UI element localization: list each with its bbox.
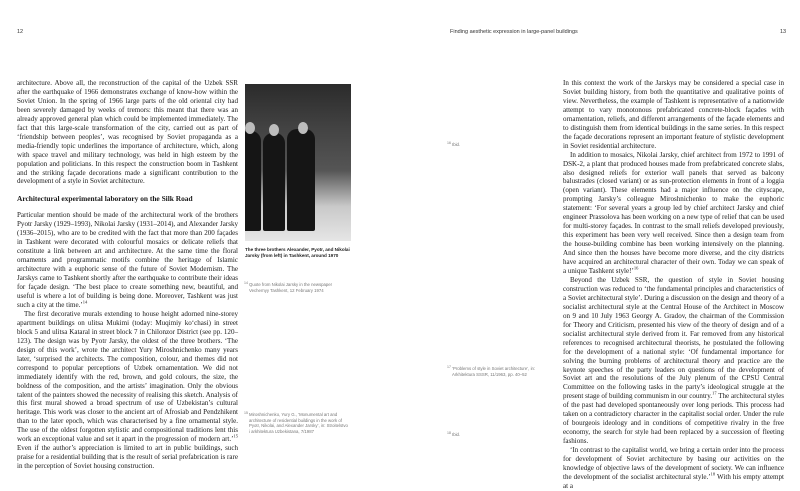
left-page-body xyxy=(17,79,238,471)
right-page-body xyxy=(563,79,784,491)
paragraph: Beyond the Uzbek SSR, the question of style in Soviet housing construction was reduced to ‘the fundamental principles and characteristics of a Soviet architectural style’. During a discussion on the design and theory of a socialist architectural style at the Central House of the Architect in Moscow on 9 and 10 July 1963 Georgy A. Gradov, the chairman of the Commission for Theory and Criticism, presented his view of the theory of design and of a socialist architectural style derived from it. Far removed from any historical references to recognised architectural theorists, he postulated the following for the development of a national style: ‘Of fundamental importance for solving the burning problems of architectural theory and practice are the keynote speeches of the party leaders on questions of the development of Soviet art and the resolutions of the July plenum of the CPSU Central Committee on the following tasks in the party’s ideological struggle at the present stage of building communism in our country.$^{17}$ The architectural styles of the past had developed spontaneously over long periods. This process had taken on a contradictory character in the capitalist social order. Under the rule of bourgeois ideology and in conditions of competitive rivalry in the free economy, the search for style had been replaced by a succession of fleeting fashions. xyxy=(563,275,784,446)
paragraph: In this context the work of the Jarskys may be considered a special case in Soviet building history, from both the quantitative and qualitative points of view. Nevertheless, the example of Tashkent is representative of a nationwide attempt to vary monotonous prefabricated concrete-block façades with ornamentation, reliefs, and different arrangements of the façade elements and to distinguish them from identical buildings in the same series. In this respect the façade decorations represent an important feature of stylistic development in Soviet residential architecture. xyxy=(563,79,784,150)
footnote-ref: 14 xyxy=(82,299,88,305)
footnote-ref: 15 xyxy=(233,433,238,439)
photo-caption: The three brothers Alexander, Pyotr, and Nikolai Jarsky (from left) in Tashkent, around 1970 xyxy=(245,247,350,258)
left-page-number: 12 xyxy=(17,29,24,35)
right-page-number: 13 xyxy=(780,29,787,35)
footnote-ref: 18 xyxy=(710,471,716,477)
paragraph: In addition to mosaics, Nikolai Jarsky, chief architect from 1972 to 1991 of DSK-2, a plant that produced houses made from prefabricated concrete slabs, also designed reliefs for exterior wall panels that served as balcony balustrades (closed variant) or as sun-protection elements in front of a loggia (open variant). These elements had a major influence on the cityscape, prompting Jarsky’s colleague Miroshnichenko to make the euphoric statement: ‘For several years a group led by chief architect Jarsky and chief engineer Prassolova has been working on a new type of relief that can be used for multi-storey façades. In contrast to the small reliefs developed previously, this experiment has been very well received. Since then a design team from the house-building combine has been working intensively on the planning. And since then the houses have become more diverse, and the city districts have acquired an architectural character of their own. Today we can speak of a unique Tashkent style!’$^{16}$ xyxy=(563,150,784,276)
paragraph: Particular mention should be made of the architectural work of the brothers Pyotr Jarsky (1929–1993), Nikolai Jarsky (1931–2014), and Alexander Jarsky (1936–2015), who are to be credited with the fact that more than 200 façades in Tashkent were decorated with colourful mosaics or delicate reliefs that constitute a link between art and architecture. At the same time the floral ornaments and programmatic motifs combine the heritage of Islamic architecture with a euphoric sense of the future of Soviet Modernism. The Jarskys came to Tashkent shortly after the earthquake to contribute their ideas for façade design. ‘The best place to create something new, beautiful, and useful is where a lot of building is being done. Moreover, Tashkent was just such a city at the time.’$^{14}$ xyxy=(17,211,238,309)
footnote: 15 Miroshnichenko, Yury G., ‘Monumental art and architecture of residential buildings in the work of Pyotr, Nikolai, and Alexander Jarsky’, in: Stroitelstvo i arkhitektura Uzbekistana, 7/1987 xyxy=(244,411,348,434)
running-title: Finding aesthetic expression in large-panel buildings xyxy=(450,29,578,35)
footnote: 14 Quote from Nikolai Jarsky in the newspaper Vechernyy Tashkent, 12 February 1974 xyxy=(244,281,333,293)
paragraph: ‘In contrast to the capitalist world, we bring a certain order into the process for development of Soviet architecture by basing our activities on the knowledge of objective laws of the development of society. We can influence the development of the socialist architectural style.’$^{18}$ With his empty attempt at a xyxy=(563,446,784,490)
footnote-ref: 17 xyxy=(712,391,717,397)
footnote: 16 Ibid. xyxy=(447,141,461,147)
footnote-ref: 16 xyxy=(633,265,639,271)
photo-jarsky-brothers xyxy=(245,84,351,241)
paragraph: The first decorative murals extending to house height adorned nine-storey apartment buildings on ulitsa Mukimi (today: Muqimiy ko‘chasi) in street block 5 and ulitsa Kataral in street block 7 in Chilonzor District (see pp. 120–123). The design was by Pyotr Jarsky, the oldest of the three brothers. ‘The design of this work’, wrote the architect Yury Miroshnichenko many years later, ‘surprised the architects. The composition, colour, and themes did not correspond to popular perceptions of Uzbek ornamentation. We did not immediately identify with the red, brown, and gold colours, the size, the boldness of the composition, and the artists’ imagination. Only the obvious talent of the painters showed the necessity of realising this sketch. Analysis of this first mural showed a broad spectrum of use of Uzbekistan’s cultural heritage. This work was closer to the ancient art of Afrosiab and Pendzhikent than to the later epoch, which was characterised by a fine ornamental style. The use of the oldest forgotten stylistic and compositional traditions lent this work an exceptional value and set it apart in the progression of modern art.’$^{15}$ Even if the author’s appreciation is limited to art in public buildings, such praise for a residential building that is the result of serial prefabrication is rare in the perception of Soviet housing construction. xyxy=(17,309,238,471)
footnote: 17 ‘Problems of style in Soviet architecture’, in: Arkhitektura SSSR, 11/1963, pp. 40–52 xyxy=(447,365,536,377)
paragraph: architecture. Above all, the reconstruction of the capital of the Uzbek SSR after the earthquake of 1966 demonstrates exchange of know-how within the Soviet Union. In the spring of 1966 large parts of the old oriental city had been severely damaged by weeks of tremors: this meant that there was an already approved general plan which could be implemented immediately. The fact that this large-scale transformation of the city, carried out as part of ‘friendship between peoples’, was recognised by Soviet propaganda as a media-friendly topic underlines the importance of architecture, which, along with space travel and military technology, was held in high esteem by the population and politicians. In this respect the construction boom in Tashkent and the striking façade decorations made a significant contribution to the development of a style in Soviet architecture. xyxy=(17,79,238,186)
footnote: 18 Ibid. xyxy=(447,431,461,437)
section-heading: Architectural experimental laboratory on the Silk Road xyxy=(17,194,193,204)
